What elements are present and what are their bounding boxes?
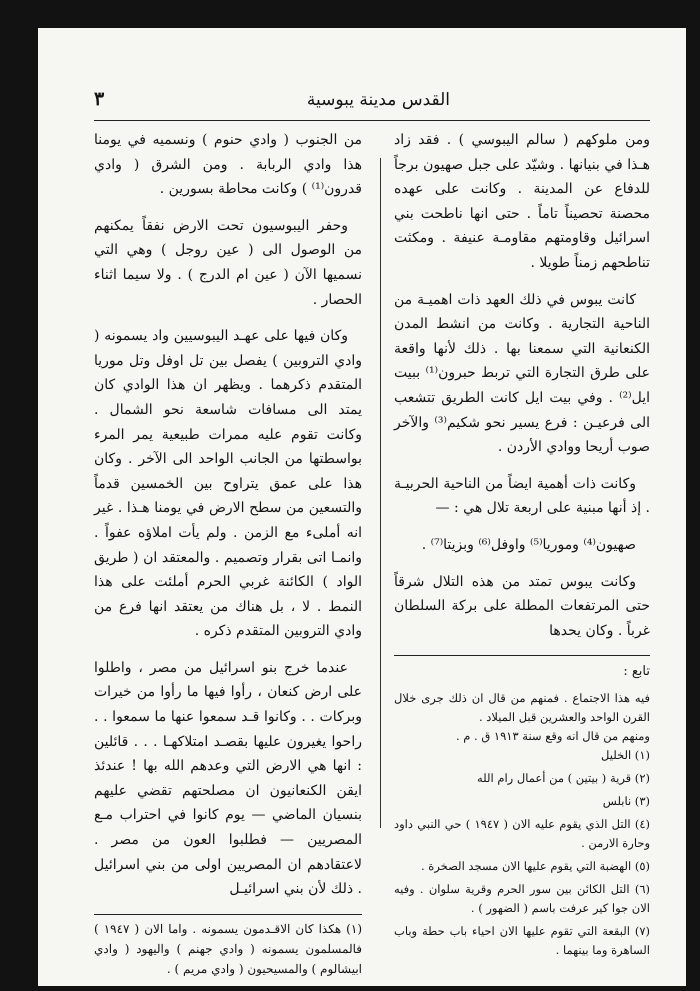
- footnote-intro: [394, 689, 650, 746]
- right-column: [394, 128, 650, 964]
- paragraph: ومن ملوكهم ( سالم اليبوسي ) . فقد زاد هـذا في بنيانها . وشيّد على جبل صهيون برجاً للدفاع عن المدينة . وكانت على عهده محصنة تحصيناً تاماً . حتى انها ناطحت بني اسرائيل وقاومتهم مقاومـة عنيفة . ومكثت تناطحهم زمناً طويلا .: [394, 132, 650, 271]
- left-column: [94, 128, 362, 979]
- column-divider: [380, 158, 381, 828]
- footnote-rule: [394, 655, 650, 656]
- paragraph: كانت يبوس في ذلك العهد ذات اهميـة من الناحية التجارية . وكانت من انشط المدن الكنعانية التي سمعنا بها . ذلك لأنها واقعة على طرق التجارة التي تربط حبرون⁽¹⁾ ببيت ايل⁽²⁾ . وفي بيت ايل كانت الطريق تتشعب الى فرعيـن : فرع يسير نحو شكيم⁽³⁾ والآخر صوب أريحا ووادي الأردن .: [394, 291, 651, 456]
- book-page: [38, 28, 686, 986]
- footnote-intro-line: فيه هذا الاجتماع . فمنهم من قال ان ذلك جرى خلال القرن الواحد والعشرين قبل الميلاد .: [394, 690, 650, 724]
- footnote-item: (٥) الهضبة التي يقوم عليها الان مسجد الصخرة .: [420, 858, 650, 873]
- paragraph: من الجنوب ( وادي حنوم ) ونسميه في يومنا هذا وادي الربابة . ومن الشرق ( وادي قدرون⁽¹⁾ ) وكانت محاطة بسورين .: [94, 132, 362, 198]
- page-header: [94, 86, 650, 121]
- paragraph: وحفر اليبوسيون تحت الارض نفقاً يمكنهم من الوصول الى ( عين روجل ) وهي التي نسميها الآن ( عين ام الدرج ) . ولا سيما اثناء الحصار .: [94, 217, 362, 308]
- footnote-item: (٦) التل الكائن بين سور الحرم وقرية سلوان . وفيه الان جوا كير عرفت باسم ( الضهور ) .: [394, 881, 650, 915]
- footnote-list: [394, 746, 650, 960]
- paragraph: صهيون⁽⁴⁾ وموريا⁽⁵⁾ واوفل⁽⁶⁾ وبزيتا⁽⁷⁾ .: [421, 536, 636, 553]
- page-number: ٣: [94, 88, 105, 110]
- footnote-item: (١) هكذا كان الاقـدمون يسمونه . واما الان ( ١٩٤٧ ) فالمسلمون يسمونه ( وادي جهنم ) واليهود ( وادي ابيشالوم ) والمسيحيون ( وادي مريم ) .: [94, 921, 363, 976]
- paragraph: عندما خرج بنو اسرائيل من مصر ، واطلوا على ارض كنعان ، رأوا فيها ما رأوا من خيرات وبركات . . وكانوا قـد سمعوا عنها ما سمعوا . . راحوا يغيرون عليها بقصـد امتلاكهـا . . . قائلين : انها هي الارض التي وعدهم الله بها ! عندئذ ايقن الكنعانيون ان مصلحتهم تقضي عليهم بنسيان الماضي — يوم كانوا في احتراب مـع المصريين — فطلبوا العون من مصر . لاعتقادهم ان المصريين اولى من بني اسرائيل . ذلك لأن بني اسرائيـل: [94, 659, 362, 898]
- footnote-item: (٧) البقعة التي تقوم عليها الان احياء باب حطة وباب الساهرة وما بينهما .: [394, 923, 650, 957]
- footnote-item: (٢) قرية ( بيتين ) من أعمال رام الله: [477, 770, 650, 785]
- footnote-intro-line: ومنهم من قال انه وقع سنة ١٩١٣ ق . م .: [455, 728, 650, 743]
- footnote-label: تابع :: [623, 664, 650, 680]
- page-title: القدس مدينة يبوسية: [306, 90, 450, 110]
- footnote-item: (٣) نابلس: [602, 793, 650, 808]
- paragraph: وكان فيها على عهـد اليبوسيين واد يسمونه ( وادي التروبين ) يفصل بين تل اوفل وتل موريا المتقدم ذكرهما . ويظهر ان هذا الوادي كان يمتد الى مسافات شاسعة نحو الشمال . وكانت تقوم عليه ممرات طبيعية يمر المرء بواسطتها من الجانب الواحد الى الآخر . وكان هذا على عمق يتراوح بين الخمسين قدماً والتسعين من سطح الارض في يومنا هـذا . غير انه أملىء مع الزمن . ولم يأت املاؤه عفواً . وانمـا اتى بقرار وتصميم . والمعتقد ان ( طريق الواد ) الكائنة غربي الحرم أملئت على هذا النمط . لا ، بل هناك من يعتقد انها فرع من وادي التروبين المتقدم ذكره .: [94, 328, 362, 640]
- paragraph: وكانت يبوس تمتد من هذه التلال شرقاً حتى المرتفعات المطلة على بركة السلطان غرباً . وكان يحدها: [394, 573, 650, 639]
- footnote-item: (٤) التل الذي يقوم عليه الان ( ١٩٤٧ ) حي النبي داود وحارة الارمن .: [394, 816, 650, 850]
- paragraph: وكانت ذات أهمية ايضاً من الناحية الحربيـة . إذ أنها مبنية على اربعة تلال هي : —: [394, 475, 650, 517]
- footnote-rule: [94, 914, 362, 915]
- footnote-item: (١) الخليل: [601, 747, 650, 762]
